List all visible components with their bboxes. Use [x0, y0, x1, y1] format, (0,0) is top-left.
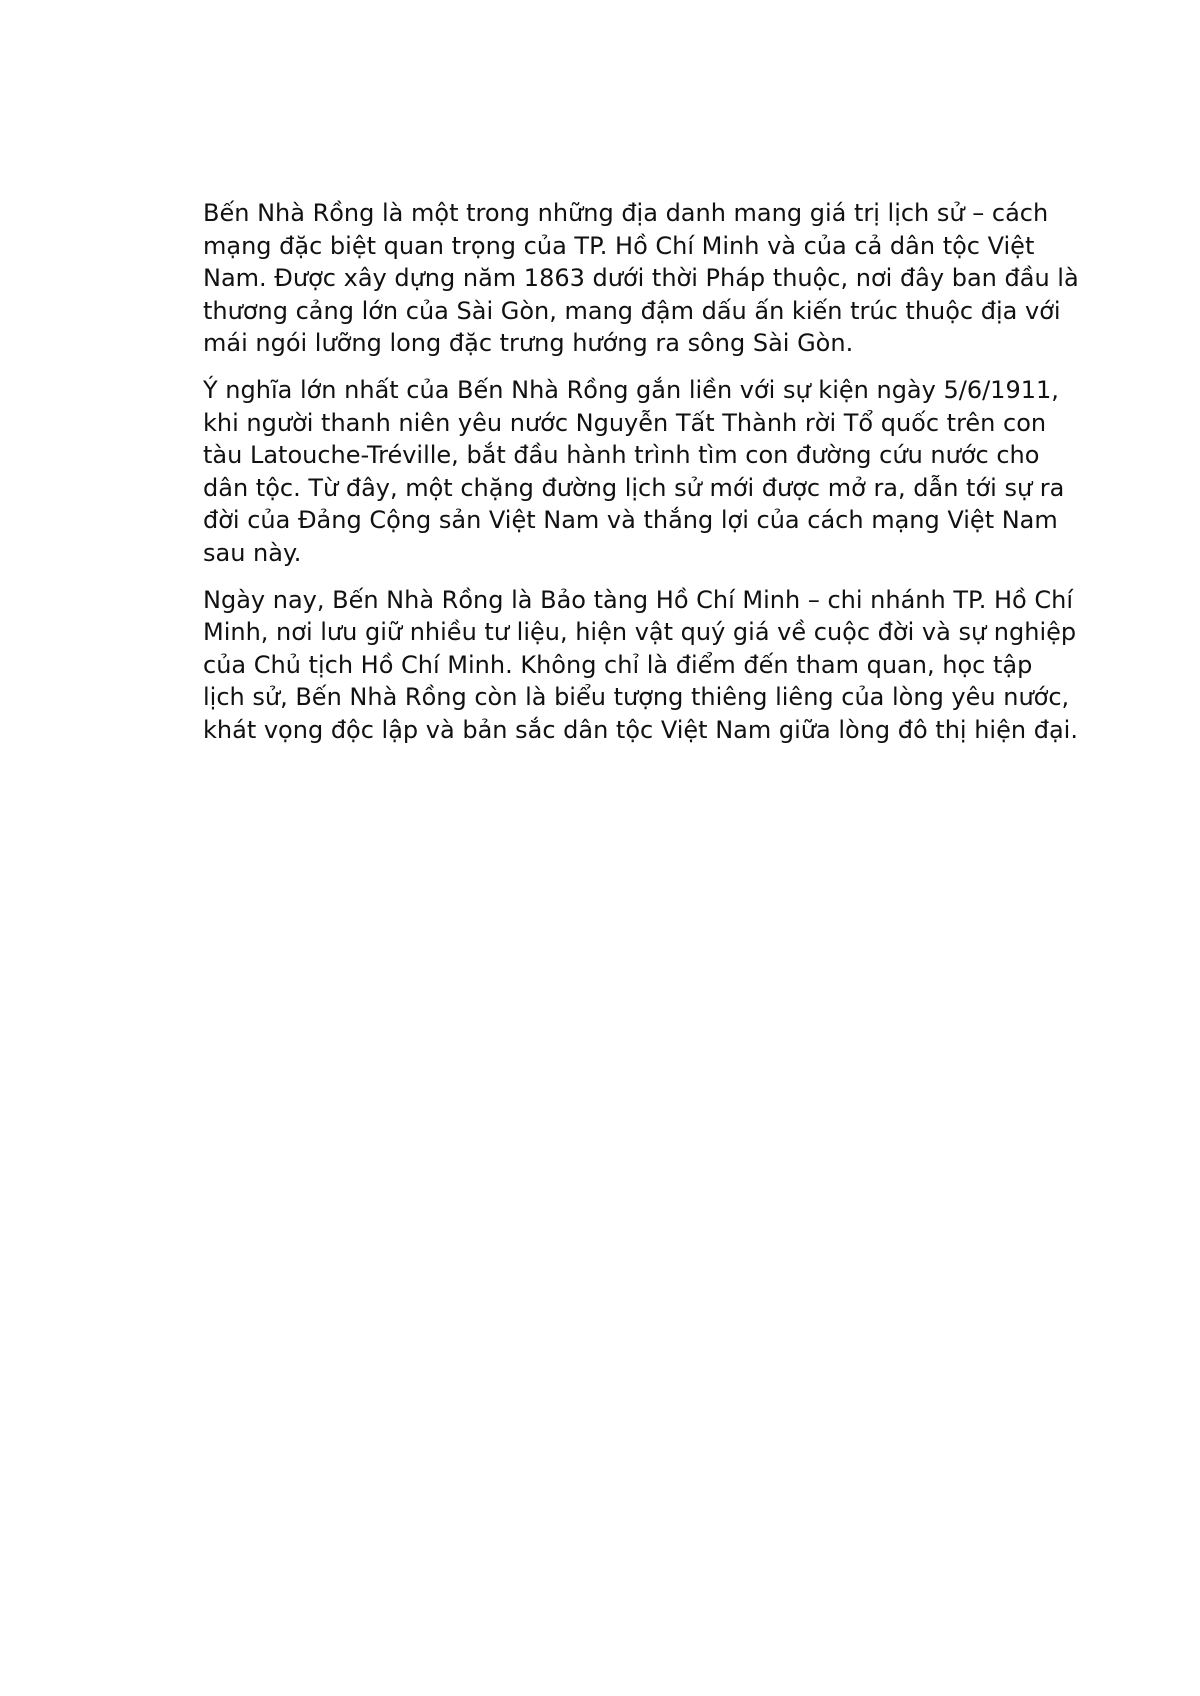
paragraph-line: khi người thanh niên yêu nước Nguyễn Tất Thành rời Tổ quốc trên con [203, 408, 1047, 437]
paragraph-line: Bến Nhà Rồng là một trong những địa danh mang giá trị lịch sử – cách [203, 199, 1049, 227]
paragraph-line: dân tộc. Từ đây, một chặng đường lịch sử mới được mở ra, dẫn tới sự ra [203, 473, 1065, 502]
paragraph-line: của Chủ tịch Hồ Chí Minh. Không chỉ là điểm đến tham quan, học tập [203, 650, 1033, 679]
paragraph-line: Minh, nơi lưu giữ nhiều tư liệu, hiện vật quý giá về cuộc đời và sự nghiệp [203, 618, 1077, 647]
document-body [203, 197, 1103, 761]
paragraph-line: Nam. Được xây dựng năm 1863 dưới thời Pháp thuộc, nơi đây ban đầu là [203, 264, 1079, 293]
paragraph-line: sau này. [203, 538, 302, 567]
paragraph-3 [203, 584, 1103, 747]
paragraph-line: tàu Latouche-Tréville, bắt đầu hành trình tìm con đường cứu nước cho [203, 441, 1040, 470]
paragraph-line: lịch sử, Bến Nhà Rồng còn là biểu tượng thiêng liêng của lòng yêu nước, [203, 683, 1070, 712]
paragraph-line: đời của Đảng Cộng sản Việt Nam và thắng lợi của cách mạng Việt Nam [203, 506, 1058, 535]
paragraph-line: khát vọng độc lập và bản sắc dân tộc Việt Nam giữa lòng đô thị hiện đại. [203, 715, 1078, 744]
paragraph-1 [203, 197, 1103, 360]
paragraph-line: thương cảng lớn của Sài Gòn, mang đậm dấu ấn kiến trúc thuộc địa với [203, 296, 1061, 325]
paragraph-2 [203, 374, 1103, 570]
paragraph-line: Ngày nay, Bến Nhà Rồng là Bảo tàng Hồ Chí Minh – chi nhánh TP. Hồ Chí [203, 585, 1073, 614]
paragraph-line: mạng đặc biệt quan trọng của TP. Hồ Chí Minh và của cả dân tộc Việt [203, 231, 1035, 260]
paragraph-line: mái ngói lưỡng long đặc trưng hướng ra sông Sài Gòn. [203, 329, 854, 358]
paragraph-line: Ý nghĩa lớn nhất của Bến Nhà Rồng gắn liền với sự kiện ngày 5/6/1911, [203, 375, 1059, 404]
